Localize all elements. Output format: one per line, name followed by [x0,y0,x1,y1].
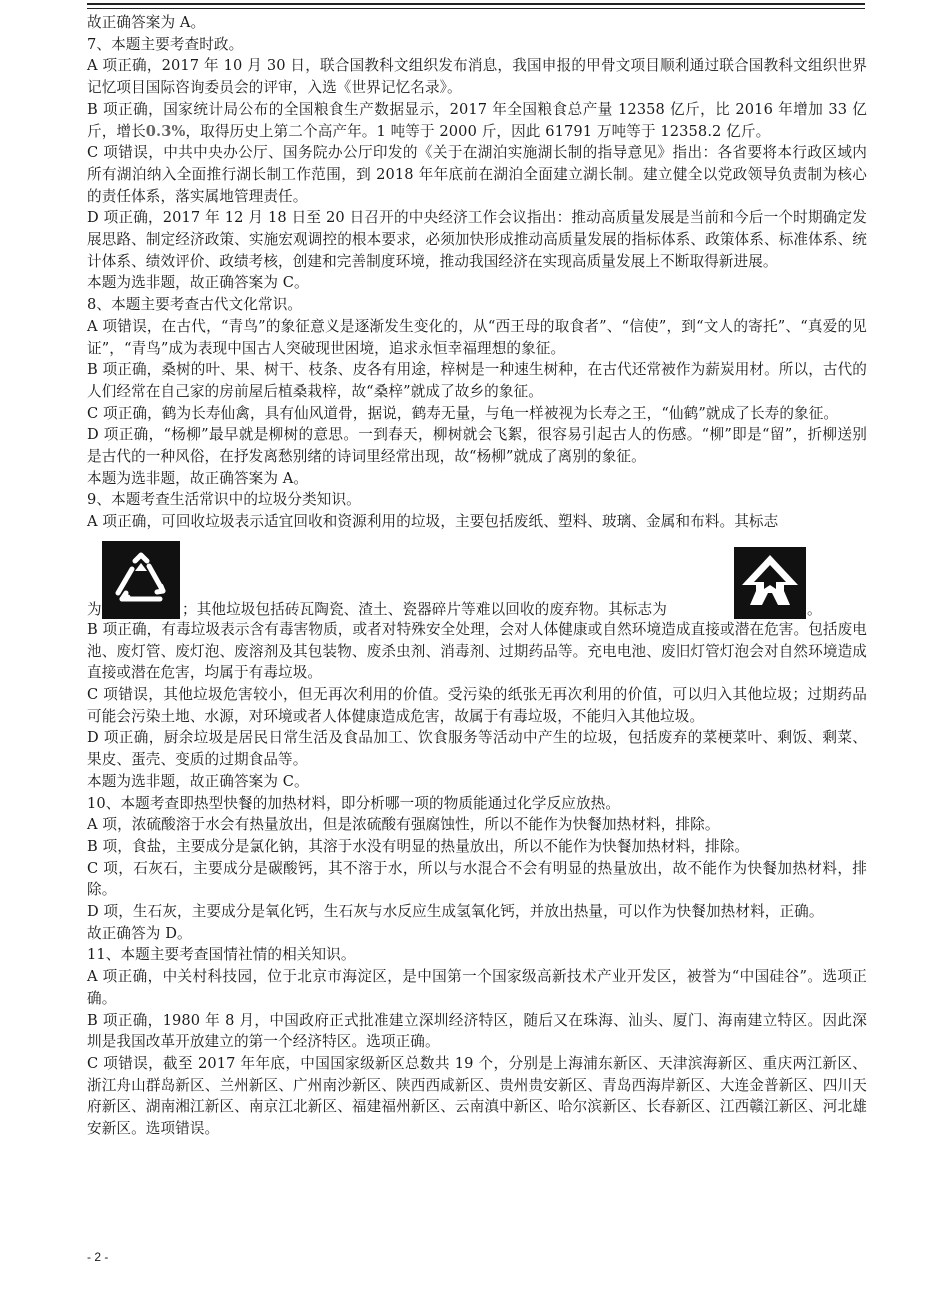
q7-b-text-post: ，取得历史上第二个高产年。1 吨等于 2000 斤，因此 61791 万吨等于 12358.2 亿斤。 [185,122,771,140]
q10-conclusion: 故正确答为 D。 [87,924,192,942]
q7-b-growth-percent: 0.3% [145,122,186,140]
q10-option-d: D 项，生石灰，主要成分是氧化钙，生石灰与水反应生成氢氧化钙，并放出热量，可以作为快餐加热材料，正确。 [87,903,824,921]
q7-option-b [87,99,867,142]
q11-option-b: B 项正确，1980 年 8 月，中国政府正式批准建立深圳经济特区，随后又在珠海、汕头、厦门、海南建立特区。因此深圳是我国改革开放建立的第一个经济特区。选项正确。 [87,1011,867,1051]
q11-option-c: C 项错误，截至 2017 年年底，中国国家级新区总数共 19 个，分别是上海浦东新区、天津滨海新区、重庆两江新区、浙江舟山群岛新区、兰州新区、广州南沙新区、陕西西咸新区、贵州贵安新区、青岛西海岸新区、大连金普新区、四川天府新区、湖南湘江新区、南京江北新区、福建福州新区、云南滇中新区、哈尔滨新区、长春新区、江西赣江新区、河北雄安新区。选项错误。 [87,1054,867,1138]
q10-option-c: C 项，石灰石，主要成分是碳酸钙，其不溶于水，所以与水混合不会有明显的热量放出，故不能作为快餐加热材料，排除。 [87,859,867,899]
header-rule-thin [87,8,865,9]
q8-option-b: B 项正确，桑树的叶、果、树干、枝条、皮各有用途，梓树是一种速生树种，在古代还常被作为薪炭用材。所以，古代的人们经常在自己家的房前屋后植桑栽梓，故“桑梓”就成了故乡的象征。 [87,361,867,400]
q6-answer: 故正确答案为 A。 [87,14,206,31]
q9-a-wei: 为 [87,601,102,619]
q8-option-c: C 项正确，鹤为长寿仙禽，具有仙风道骨，据说，鹤寿无量，与龟一样被视为长寿之王，“仙鹤”就成了长寿的象征。 [87,404,839,422]
q7-conclusion: 本题为选非题，故正确答案为 C。 [87,274,309,292]
q8-option-a: A 项错误，在古代，“青鸟”的象征意义是逐渐发生变化的，从“西王母的取食者”、“信使”，到“文人的寄托”、“真爱的见证”，“青鸟”成为表现中国古人突破现世困境，追求永恒幸福理想的象征。 [87,317,867,357]
q11-heading: 11、本题主要考查国情社情的相关知识。 [87,946,356,964]
q9-conclusion: 本题为选非题，故正确答案为 C。 [87,772,309,790]
q9-option-a-icons-line [87,533,867,619]
q9-a-mid: ；其他垃圾包括砖瓦陶瓷、渣土、瓷器碎片等难以回收的废弃物。其标志为 [182,601,667,619]
q10-heading: 10、本题考查即热型快餐的加热材料，即分析哪一项的物质能通过化学反应放热。 [87,794,621,812]
q8-heading: 8、本题主要考查古代文化常识。 [87,296,303,314]
q9-option-d: D 项正确，厨余垃圾是居民日常生活及食品加工、饮食服务等活动中产生的垃圾，包括废弃的菜梗菜叶、剩饭、剩菜、果皮、蛋壳、变质的过期食品等。 [87,729,867,769]
q7-option-c: C 项错误，中共中央办公厅、国务院办公厅印发的《关于在湖泊实施湖长制的指导意见》指出：各省要将本行政区域内所有湖泊纳入全面推行湖长制工作范围，到 2018 年年底前在湖泊全面建立湖长制。建立健全以党政领导负责制为核心的责任体系，落实属地管理责任。 [87,144,867,205]
other-waste-icon [734,547,806,619]
header-rule-thick [87,3,865,5]
q8-conclusion: 本题为选非题，故正确答案为 A。 [87,469,309,487]
q9-option-c: C 项错误，其他垃圾危害较小，但无再次利用的价值。受污染的纸张无再次利用的价值，可以归入其他垃圾；过期药品可能会污染土地、水源，对环境或者人体健康造成危害，故属于有毒垃圾，不能归入其他垃圾。 [87,685,867,725]
recycle-icon [102,541,180,619]
q11-option-a: A 项正确，中关村科技园，位于北京市海淀区，是中国第一个国家级高新技术产业开发区，被誉为“中国硅谷”。选项正确。 [87,968,867,1007]
q8-option-d: D 项正确，“杨柳”最早就是柳树的意思。一到春天，柳树就会飞絮，很容易引起古人的伤感。“柳”即是“留”，折柳送别是古代的一种风俗，在抒发离愁别绪的诗词里经常出现，故“杨柳”就成了离别的象征。 [87,426,867,466]
q7-b-text-pre: B 项正确，国家统计局公布的全国粮食生产数据显示，2017 年全国粮食总产量 12358 亿斤，比 2016 年增加 33 亿斤，增长 [87,100,867,140]
q10-option-b: B 项，食盐，主要成分是氯化钠，其溶于水没有明显的热量放出，所以不能作为快餐加热材料，排除。 [87,837,750,855]
document-body [87,12,867,1140]
q9-a-end: 。 [807,601,822,619]
q9-heading: 9、本题考查生活常识中的垃圾分类知识。 [87,491,361,509]
q9-option-b: B 项正确，有毒垃圾表示含有毒害物质，或者对特殊安全处理，会对人体健康或自然环境造成直接或潜在危害。包括废电池、废灯管、废灯泡、废溶剂及其包装物、废杀虫剂、消毒剂、过期药品等。充电电池、废旧灯管灯泡会对自然环境造成直接或潜在危害，均属于有毒垃圾。 [87,620,867,682]
q7-heading: 7、本题主要考查时政。 [87,35,244,53]
q10-option-a: A 项，浓硫酸溶于水会有热量放出，但是浓硫酸有强腐蚀性，所以不能作为快餐加热材料，排除。 [87,816,720,834]
page-number: - 2 - [87,1250,109,1264]
q9-option-a-line1: A 项正确，可回收垃圾表示适宜回收和资源利用的垃圾，主要包括废纸、塑料、玻璃、金属和布料。其标志 [87,513,779,531]
q7-option-d: D 项正确，2017 年 12 月 18 日至 20 日召开的中央经济工作会议指出：推动高质量发展是当前和今后一个时期确定发展思路、制定经济政策、实施宏观调控的根本要求，必须加快形成推动高质量发展的指标体系、政策体系、标准体系、统计体系、绩效评价、政绩考核，创建和完善制度环境，推动我国经济在实现高质量发展上不断取得新进展。 [87,209,867,270]
q7-option-a: A 项正确，2017 年 10 月 30 日，联合国教科文组织发布消息，我国申报的甲骨文项目顺利通过联合国教科文组织世界记忆项目国际咨询委员会的评审，入选《世界记忆名录》。 [87,57,867,97]
